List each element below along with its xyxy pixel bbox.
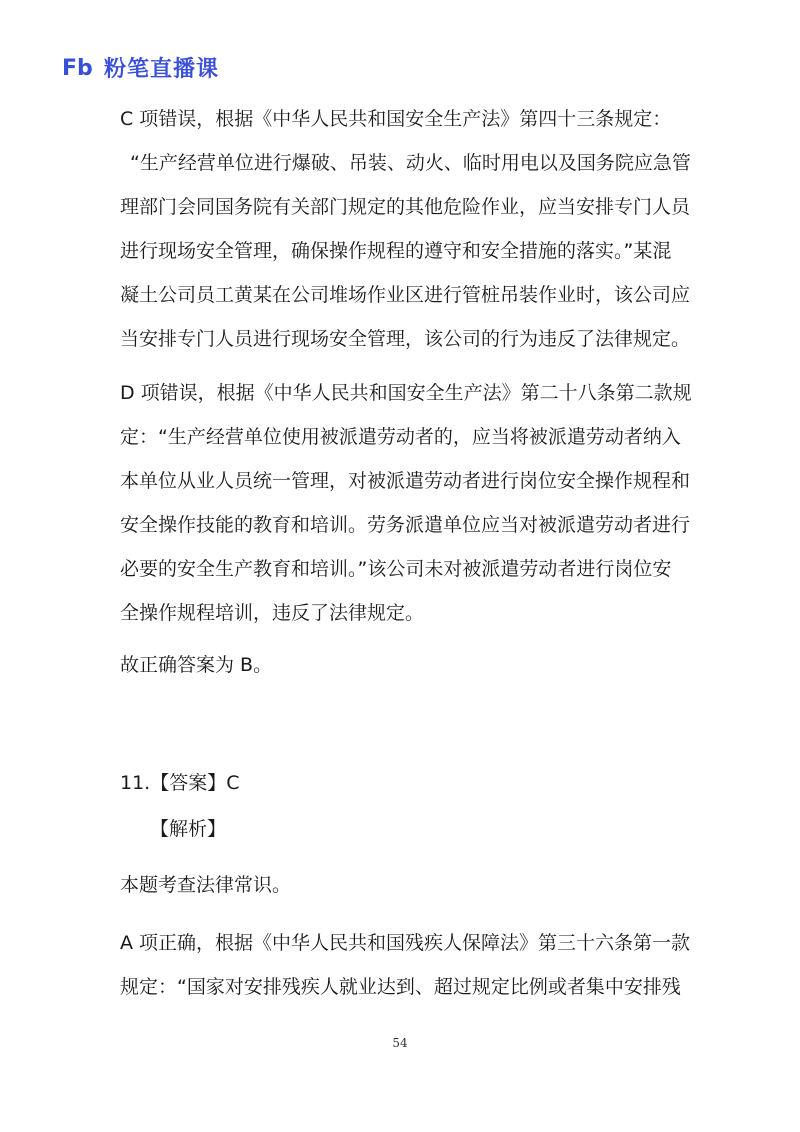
answer-conclusion: 故正确答案为 B。: [120, 654, 273, 676]
paragraph-line: 必要的安全生产教育和培训。”该公司未对被派遣劳动者进行岗位安: [120, 558, 672, 580]
question-11-answer: 11.【答案】C: [120, 772, 240, 794]
paragraph-line: C 项错误，根据《中华人民共和国安全生产法》第四十三条规定：: [120, 108, 672, 130]
paragraph-line: 全操作规程培训，违反了法律规定。: [120, 602, 425, 624]
paragraph-line: 当安排专门人员进行现场安全管理，该公司的行为违反了法律规定。: [120, 328, 691, 350]
paragraph-line: 定：“生产经营单位使用被派遣劳动者的，应当将被派遣劳动者纳入: [120, 426, 681, 448]
paragraph-line: A 项正确，根据《中华人民共和国残疾人保障法》第三十六条第一款: [120, 932, 691, 954]
paragraph-line: 凝土公司员工黄某在公司堆场作业区进行管桩吊装作业时，该公司应: [120, 284, 691, 306]
paragraph-line: 本单位从业人员统一管理，对被派遣劳动者进行岗位安全操作规程和: [120, 470, 691, 492]
paragraph-line: 安全操作技能的教育和培训。劳务派遣单位应当对被派遣劳动者进行: [120, 514, 691, 536]
paragraph-line: 理部门会同国务院有关部门规定的其他危险作业，应当安排专门人员: [120, 196, 691, 218]
topic-line: 本题考查法律常识。: [120, 874, 292, 896]
paragraph-line: D 项错误，根据《中华人民共和国安全生产法》第二十八条第二款规: [120, 382, 692, 404]
logo-text: Fb: [62, 56, 93, 80]
analysis-label: 【解析】: [150, 818, 227, 840]
paragraph-line: “生产经营单位进行爆破、吊装、动火、临时用电以及国务院应急管: [130, 152, 691, 174]
paragraph-line: 规定：“国家对安排残疾人就业达到、超过规定比例或者集中安排残: [120, 976, 681, 998]
page-number: 54: [392, 1036, 408, 1050]
brand-title: 粉笔直播课: [104, 56, 220, 82]
paragraph-line: 进行现场安全管理，确保操作规程的遵守和安全措施的落实。”某混: [120, 240, 672, 262]
